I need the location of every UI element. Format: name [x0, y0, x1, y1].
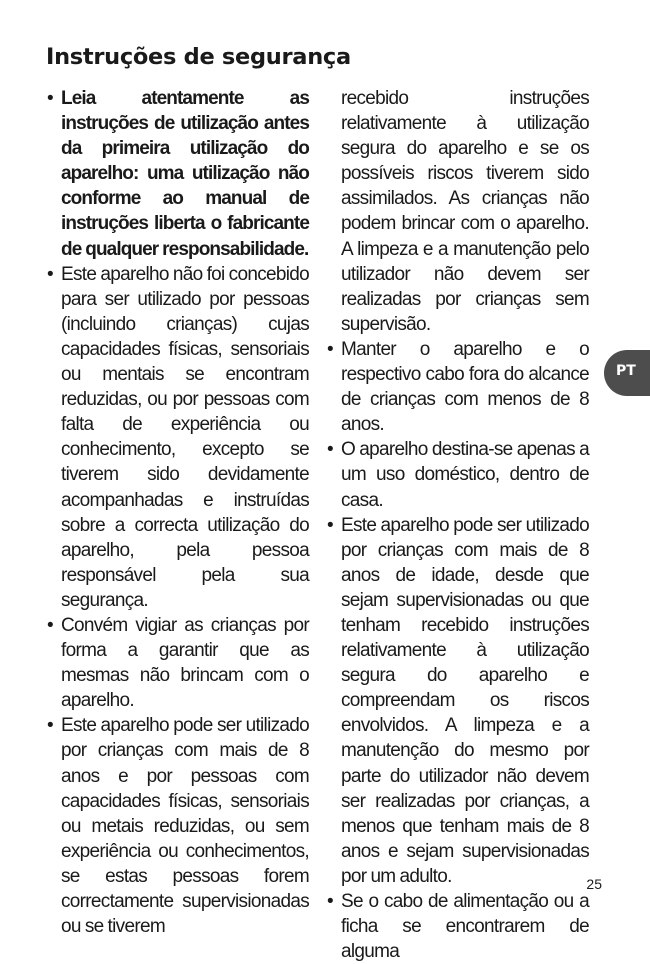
page-number: 25 [586, 876, 602, 892]
bullet-icon: • [47, 715, 53, 737]
bullet-icon: • [327, 439, 333, 461]
item-text: Leia atentamente as instruções de utilização antes da primeira utilização do aparelho: uma utilização não conforme ao manual de instruções liberta o fabricante de qualquer responsabilidade. [61, 88, 309, 260]
page-title: Instruções de segurança [46, 44, 351, 70]
safety-instruction-item [327, 513, 589, 889]
bullet-icon: • [327, 891, 333, 912]
bullet-icon: • [47, 263, 53, 285]
bullet-icon: • [47, 88, 53, 109]
item-text: Manter o aparelho e o respectivo cabo fora do alcance de crianças com menos de 8 anos. [341, 338, 589, 436]
item-text: Este aparelho não foi concebido para ser utilizado por pessoas (incluindo crianças) cujas capacidades físicas, sensoriais ou mentais se encontram reduzidas, ou por pessoas com falta de experiência ou conhecimento, excepto se tiverem sido devidamente acompanhadas e instruídas sobre a correcta utilização do aparelho, pela pessoa responsável pela sua segurança. [61, 263, 309, 611]
safety-instruction-item [327, 337, 589, 437]
bullet-icon: • [327, 514, 333, 536]
left-column [47, 86, 309, 939]
bullet-icon: • [327, 338, 333, 360]
safety-instruction-item [327, 889, 589, 964]
continued-text: recebido instruções relativamente à utilização segura do aparelho e se os possíveis riscos tiverem sido assimilados. As crianças não podem brincar com o aparelho. A limpeza e a manutenção pelo utilizador não devem ser realizadas por crianças sem supervisão. [341, 88, 589, 335]
right-column [327, 86, 589, 964]
safety-instruction-item [47, 86, 309, 262]
safety-instruction-item [47, 262, 309, 613]
item-text: O aparelho destina-se apenas a um uso doméstico, dentro de casa. [341, 439, 589, 511]
language-tab [604, 350, 650, 396]
safety-instruction-item [47, 613, 309, 713]
item-text: Convém vigiar as crianças por forma a garantir que as mesmas não brincam com o aparelho. [61, 614, 309, 712]
language-tab-label: PT [616, 363, 636, 379]
item-text: Se o cabo de alimentação ou a ficha se encontrarem de alguma [341, 891, 589, 963]
safety-instruction-item [47, 713, 309, 939]
bullet-icon: • [47, 614, 53, 636]
item-text: Este aparelho pode ser utilizado por crianças com mais de 8 anos e por pessoas com capacidades físicas, sensoriais ou metais reduzidas, ou sem experiência ou conhecimentos, se estas pessoas forem correctamente supervisionadas ou se tiverem [61, 715, 309, 938]
item-text: Este aparelho pode ser utilizado por crianças com mais de 8 anos de idade, desde que sejam supervisionadas ou que tenham recebido instruções relativamente à utilização segura do aparelho e compreendam os riscos envolvidos. A limpeza e a manutenção do mesmo por parte do utilizador não devem ser realizadas por crianças, a menos que tenham mais de 8 anos e sejam supervisionadas por um adulto. [341, 514, 589, 887]
safety-instruction-item [327, 437, 589, 512]
